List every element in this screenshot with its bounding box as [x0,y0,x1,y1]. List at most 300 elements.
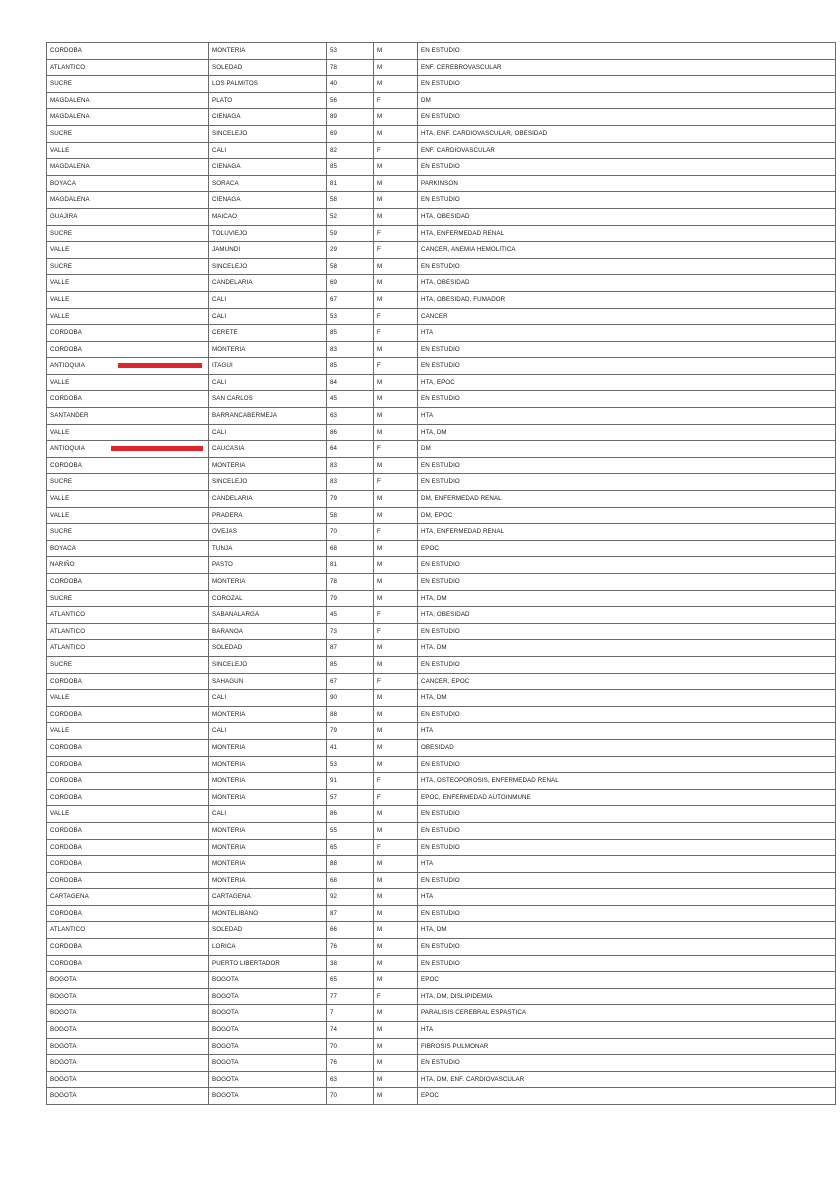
table-row [47,640,836,657]
table-row [47,325,836,342]
table-row [47,955,836,972]
cell-municipio: CALI [209,424,327,441]
cell-departamento: VALLE [47,690,209,707]
table-row [47,491,836,508]
table-row [47,889,836,906]
cell-sexo: M [374,109,418,126]
cell-diagnostico: EPOC [418,972,836,989]
cell-sexo: F [374,242,418,259]
cell-edad: 52 [327,208,374,225]
cell-sexo: M [374,557,418,574]
cell-sexo: M [374,374,418,391]
cases-table-body [47,43,836,1105]
cell-diagnostico: EN ESTUDIO [418,258,836,275]
cell-edad: 53 [327,756,374,773]
cell-municipio: CALI [209,806,327,823]
cell-municipio: CALI [209,291,327,308]
cell-edad: 78 [327,574,374,591]
cell-sexo: F [374,789,418,806]
cell-sexo: M [374,457,418,474]
cell-edad: 65 [327,972,374,989]
cell-sexo: M [374,341,418,358]
cell-municipio: CAUCASIA [209,441,327,458]
cell-departamento: MAGDALENA [47,192,209,209]
cell-diagnostico: EN ESTUDIO [418,557,836,574]
table-row [47,208,836,225]
cell-edad: 83 [327,457,374,474]
table-row [47,1005,836,1022]
cell-municipio: CALI [209,690,327,707]
cell-edad: 53 [327,43,374,60]
cell-diagnostico: HTA [418,1022,836,1039]
cell-departamento: CORDOBA [47,872,209,889]
cell-edad: 79 [327,723,374,740]
cell-departamento: CORDOBA [47,391,209,408]
cell-diagnostico: HTA [418,889,836,906]
table-row [47,308,836,325]
table-row [47,939,836,956]
table-row [47,574,836,591]
cell-edad: 85 [327,325,374,342]
cell-departamento: BOGOTA [47,972,209,989]
cell-diagnostico: HTA, DM [418,640,836,657]
cell-municipio: CIENAGA [209,159,327,176]
cell-edad: 56 [327,92,374,109]
cell-departamento: CORDOBA [47,756,209,773]
cell-municipio: TUNJA [209,540,327,557]
cell-edad: 83 [327,341,374,358]
cell-municipio: MONTERIA [209,839,327,856]
cell-departamento: VALLE [47,491,209,508]
cell-municipio: MONTERIA [209,773,327,790]
cell-diagnostico: PARKINSON [418,175,836,192]
table-row [47,773,836,790]
cell-municipio: MONTERIA [209,756,327,773]
cell-sexo: M [374,723,418,740]
cell-departamento: MAGDALENA [47,159,209,176]
cell-edad: 69 [327,125,374,142]
cell-edad: 69 [327,275,374,292]
cell-departamento: BOGOTA [47,1055,209,1072]
table-row [47,822,836,839]
cell-municipio: PRADERA [209,507,327,524]
cell-diagnostico: EN ESTUDIO [418,1055,836,1072]
table-row [47,159,836,176]
cell-edad: 87 [327,905,374,922]
cell-diagnostico: HTA [418,325,836,342]
cell-municipio: PASTO [209,557,327,574]
cell-departamento: ATLANTICO [47,640,209,657]
cell-edad: 79 [327,491,374,508]
cell-departamento: BOGOTA [47,1071,209,1088]
cell-municipio: SOLEDAD [209,640,327,657]
cell-sexo: F [374,607,418,624]
cell-departamento: CORDOBA [47,939,209,956]
cell-sexo: F [374,524,418,541]
cell-departamento: CORDOBA [47,773,209,790]
cell-departamento: CORDOBA [47,673,209,690]
cell-edad: 90 [327,690,374,707]
cell-municipio: CARTAGENA [209,889,327,906]
cell-municipio: BARANOA [209,623,327,640]
cell-municipio: BOGOTA [209,1022,327,1039]
cell-sexo: M [374,972,418,989]
cell-municipio: OVEJAS [209,524,327,541]
cell-sexo: M [374,125,418,142]
cell-sexo: M [374,690,418,707]
cell-municipio: MAICAO [209,208,327,225]
cell-municipio: CIENAGA [209,192,327,209]
cell-municipio: CERETE [209,325,327,342]
cell-diagnostico: EN ESTUDIO [418,623,836,640]
cell-departamento: CORDOBA [47,955,209,972]
cell-sexo: M [374,1071,418,1088]
cell-edad: 58 [327,258,374,275]
table-row [47,92,836,109]
cell-municipio: BOGOTA [209,988,327,1005]
table-row [47,175,836,192]
redaction-mark-1 [118,363,202,368]
table-row [47,225,836,242]
cell-departamento: ATLANTICO [47,607,209,624]
cell-sexo: F [374,988,418,1005]
cell-edad: 63 [327,1071,374,1088]
table-row [47,723,836,740]
cell-diagnostico: HTA [418,408,836,425]
cell-diagnostico: ENF. CARDIOVASCULAR [418,142,836,159]
cell-departamento: BOGOTA [47,1038,209,1055]
cell-departamento: SUCRE [47,474,209,491]
cell-sexo: M [374,590,418,607]
cell-sexo: F [374,92,418,109]
cell-municipio: MONTERIA [209,706,327,723]
cell-sexo: M [374,159,418,176]
cell-edad: 57 [327,789,374,806]
table-row [47,1071,836,1088]
cell-edad: 78 [327,59,374,76]
cell-diagnostico: EN ESTUDIO [418,457,836,474]
cell-diagnostico: CANCER [418,308,836,325]
cell-municipio: SOLEDAD [209,59,327,76]
cell-sexo: F [374,358,418,375]
cell-diagnostico: HTA, ENF. CARDIOVASCULAR, OBESIDAD [418,125,836,142]
cell-diagnostico: EN ESTUDIO [418,955,836,972]
table-row [47,391,836,408]
cell-diagnostico: EN ESTUDIO [418,391,836,408]
cell-edad: 79 [327,590,374,607]
cell-diagnostico: EN ESTUDIO [418,822,836,839]
cell-municipio: BOGOTA [209,972,327,989]
cell-edad: 76 [327,939,374,956]
cell-departamento: ATLANTICO [47,59,209,76]
cell-edad: 55 [327,822,374,839]
cell-departamento: BOGOTA [47,988,209,1005]
cell-departamento: MAGDALENA [47,92,209,109]
table-row [47,789,836,806]
table-row [47,291,836,308]
cell-sexo: M [374,889,418,906]
table-row [47,623,836,640]
cell-edad: 82 [327,142,374,159]
cell-diagnostico: HTA, OBESIDAD [418,607,836,624]
cell-sexo: M [374,1038,418,1055]
cell-sexo: M [374,822,418,839]
table-row [47,109,836,126]
table-row [47,972,836,989]
cell-municipio: SINCELEJO [209,125,327,142]
cell-edad: 58 [327,192,374,209]
cell-diagnostico: EN ESTUDIO [418,806,836,823]
table-row [47,1055,836,1072]
cell-sexo: M [374,739,418,756]
table-row [47,922,836,939]
table-row [47,673,836,690]
table-row [47,275,836,292]
cell-diagnostico: HTA, OBESIDAD [418,208,836,225]
cell-edad: 63 [327,408,374,425]
cell-sexo: M [374,76,418,93]
table-row [47,806,836,823]
cell-departamento: SUCRE [47,125,209,142]
cell-sexo: M [374,424,418,441]
cell-edad: 74 [327,1022,374,1039]
cell-sexo: M [374,1055,418,1072]
cell-departamento: SANTANDER [47,408,209,425]
table-row [47,1022,836,1039]
cell-diagnostico: CANCER, ANEMIA HEMOLITICA [418,242,836,259]
cell-municipio: LORICA [209,939,327,956]
cell-departamento: GUAJIRA [47,208,209,225]
cell-sexo: M [374,408,418,425]
cell-diagnostico: CANCER, EPOC [418,673,836,690]
cell-diagnostico: DM [418,441,836,458]
cell-sexo: F [374,142,418,159]
cell-departamento: MAGDALENA [47,109,209,126]
cell-edad: 77 [327,988,374,1005]
cell-diagnostico: EN ESTUDIO [418,574,836,591]
cell-municipio: BOGOTA [209,1005,327,1022]
cell-edad: 67 [327,673,374,690]
cell-departamento: VALLE [47,275,209,292]
cell-edad: 81 [327,557,374,574]
cell-municipio: MONTERIA [209,872,327,889]
cell-edad: 73 [327,623,374,640]
table-row [47,192,836,209]
cell-edad: 85 [327,358,374,375]
cell-diagnostico: EPOC [418,540,836,557]
cell-sexo: M [374,756,418,773]
cell-sexo: M [374,640,418,657]
cell-edad: 83 [327,474,374,491]
cell-departamento: CORDOBA [47,706,209,723]
cell-edad: 70 [327,1088,374,1105]
cell-sexo: F [374,673,418,690]
table-row [47,590,836,607]
cell-edad: 45 [327,391,374,408]
cell-sexo: M [374,258,418,275]
cell-diagnostico: EN ESTUDIO [418,341,836,358]
table-row [47,690,836,707]
cell-municipio: SINCELEJO [209,474,327,491]
cell-sexo: M [374,872,418,889]
cell-sexo: M [374,507,418,524]
cell-edad: 29 [327,242,374,259]
cell-departamento: ATLANTICO [47,922,209,939]
cell-diagnostico: EN ESTUDIO [418,872,836,889]
cell-sexo: F [374,308,418,325]
cell-municipio: BOGOTA [209,1038,327,1055]
cell-municipio: BOGOTA [209,1071,327,1088]
cell-departamento: CARTAGENA [47,889,209,906]
cell-diagnostico: EN ESTUDIO [418,656,836,673]
cell-municipio: CALI [209,374,327,391]
table-row [47,988,836,1005]
cell-departamento: CORDOBA [47,822,209,839]
cell-municipio: MONTERIA [209,856,327,873]
cell-diagnostico: EN ESTUDIO [418,905,836,922]
table-row [47,408,836,425]
cell-diagnostico: ENF. CEREBROVASCULAR [418,59,836,76]
cell-municipio: SINCELEJO [209,258,327,275]
cell-diagnostico: HTA, ENFERMEDAD RENAL [418,524,836,541]
cell-departamento: SUCRE [47,524,209,541]
cell-municipio: COROZAL [209,590,327,607]
cell-departamento: CORDOBA [47,856,209,873]
cell-municipio: MONTERIA [209,43,327,60]
cell-sexo: M [374,291,418,308]
cell-departamento: BOYACA [47,175,209,192]
cell-municipio: SABANALARGA [209,607,327,624]
cell-municipio: BOGOTA [209,1055,327,1072]
cell-departamento: SUCRE [47,225,209,242]
cell-municipio: MONTERIA [209,822,327,839]
table-row [47,474,836,491]
table-row [47,142,836,159]
cell-diagnostico: HTA, OSTEOPOROSIS, ENFERMEDAD RENAL [418,773,836,790]
cell-edad: 38 [327,955,374,972]
table-row [47,1038,836,1055]
cell-diagnostico: DM, ENFERMEDAD RENAL [418,491,836,508]
cell-sexo: M [374,1022,418,1039]
cell-departamento: VALLE [47,291,209,308]
table-row [47,76,836,93]
cell-edad: 68 [327,872,374,889]
cell-edad: 64 [327,441,374,458]
cell-diagnostico: FIBROSIS PULMONAR [418,1038,836,1055]
cell-sexo: M [374,706,418,723]
cell-departamento: ANTIOQUIA [47,358,209,375]
cell-diagnostico: EN ESTUDIO [418,109,836,126]
cell-municipio: CANDELARIA [209,491,327,508]
cell-edad: 7 [327,1005,374,1022]
cell-departamento: CORDOBA [47,574,209,591]
cell-departamento: ATLANTICO [47,623,209,640]
table-row [47,258,836,275]
cell-sexo: M [374,43,418,60]
cell-sexo: M [374,1088,418,1105]
cell-edad: 76 [327,1055,374,1072]
cell-sexo: F [374,474,418,491]
cell-municipio: BARRANCABERMEJA [209,408,327,425]
cell-departamento: BOYACA [47,540,209,557]
table-row [47,706,836,723]
cell-diagnostico: EN ESTUDIO [418,839,836,856]
cell-diagnostico: HTA, DM [418,690,836,707]
cell-departamento: BOGOTA [47,1088,209,1105]
cell-edad: 84 [327,374,374,391]
cell-departamento: VALLE [47,723,209,740]
cell-municipio: PLATO [209,92,327,109]
cell-diagnostico: EN ESTUDIO [418,43,836,60]
table-row [47,242,836,259]
cell-departamento: VALLE [47,242,209,259]
table-row [47,341,836,358]
cell-sexo: M [374,955,418,972]
cell-municipio: CALI [209,142,327,159]
cell-municipio: CIENAGA [209,109,327,126]
cell-diagnostico: HTA [418,723,836,740]
cell-sexo: F [374,441,418,458]
cases-table [46,42,836,1105]
cell-edad: 68 [327,540,374,557]
table-row [47,557,836,574]
table-row [47,1088,836,1105]
cell-diagnostico: EPOC, ENFERMEDAD AUTOINMUNE [418,789,836,806]
cell-municipio: SORACA [209,175,327,192]
cell-edad: 89 [327,109,374,126]
cell-edad: 92 [327,889,374,906]
cell-sexo: M [374,208,418,225]
cell-municipio: BOGOTA [209,1088,327,1105]
cell-diagnostico: HTA [418,856,836,873]
table-row [47,607,836,624]
cell-departamento: CORDOBA [47,325,209,342]
cell-diagnostico: DM [418,92,836,109]
cell-diagnostico: HTA, ENFERMEDAD RENAL [418,225,836,242]
cell-diagnostico: EN ESTUDIO [418,706,836,723]
cell-diagnostico: HTA, OBESIDAD [418,275,836,292]
cell-sexo: F [374,839,418,856]
cell-departamento: CORDOBA [47,839,209,856]
cell-municipio: SINCELEJO [209,656,327,673]
cell-edad: 87 [327,640,374,657]
cell-edad: 40 [327,76,374,93]
cell-edad: 85 [327,656,374,673]
cell-departamento: CORDOBA [47,457,209,474]
cell-municipio: MONTERIA [209,739,327,756]
cell-departamento: CORDOBA [47,905,209,922]
cell-departamento: VALLE [47,507,209,524]
cell-edad: 88 [327,856,374,873]
cell-edad: 91 [327,773,374,790]
table-row [47,872,836,889]
table-row [47,43,836,60]
cell-sexo: F [374,325,418,342]
cell-municipio: SOLEDAD [209,922,327,939]
cell-municipio: JAMUNDI [209,242,327,259]
cell-sexo: M [374,275,418,292]
table-row [47,905,836,922]
cell-edad: 70 [327,524,374,541]
cell-departamento: VALLE [47,806,209,823]
cell-sexo: M [374,806,418,823]
cell-departamento: CORDOBA [47,789,209,806]
cell-diagnostico: DM, EPOC [418,507,836,524]
cell-edad: 45 [327,607,374,624]
table-row [47,856,836,873]
cell-municipio: PUERTO LIBERTADOR [209,955,327,972]
cell-edad: 85 [327,159,374,176]
